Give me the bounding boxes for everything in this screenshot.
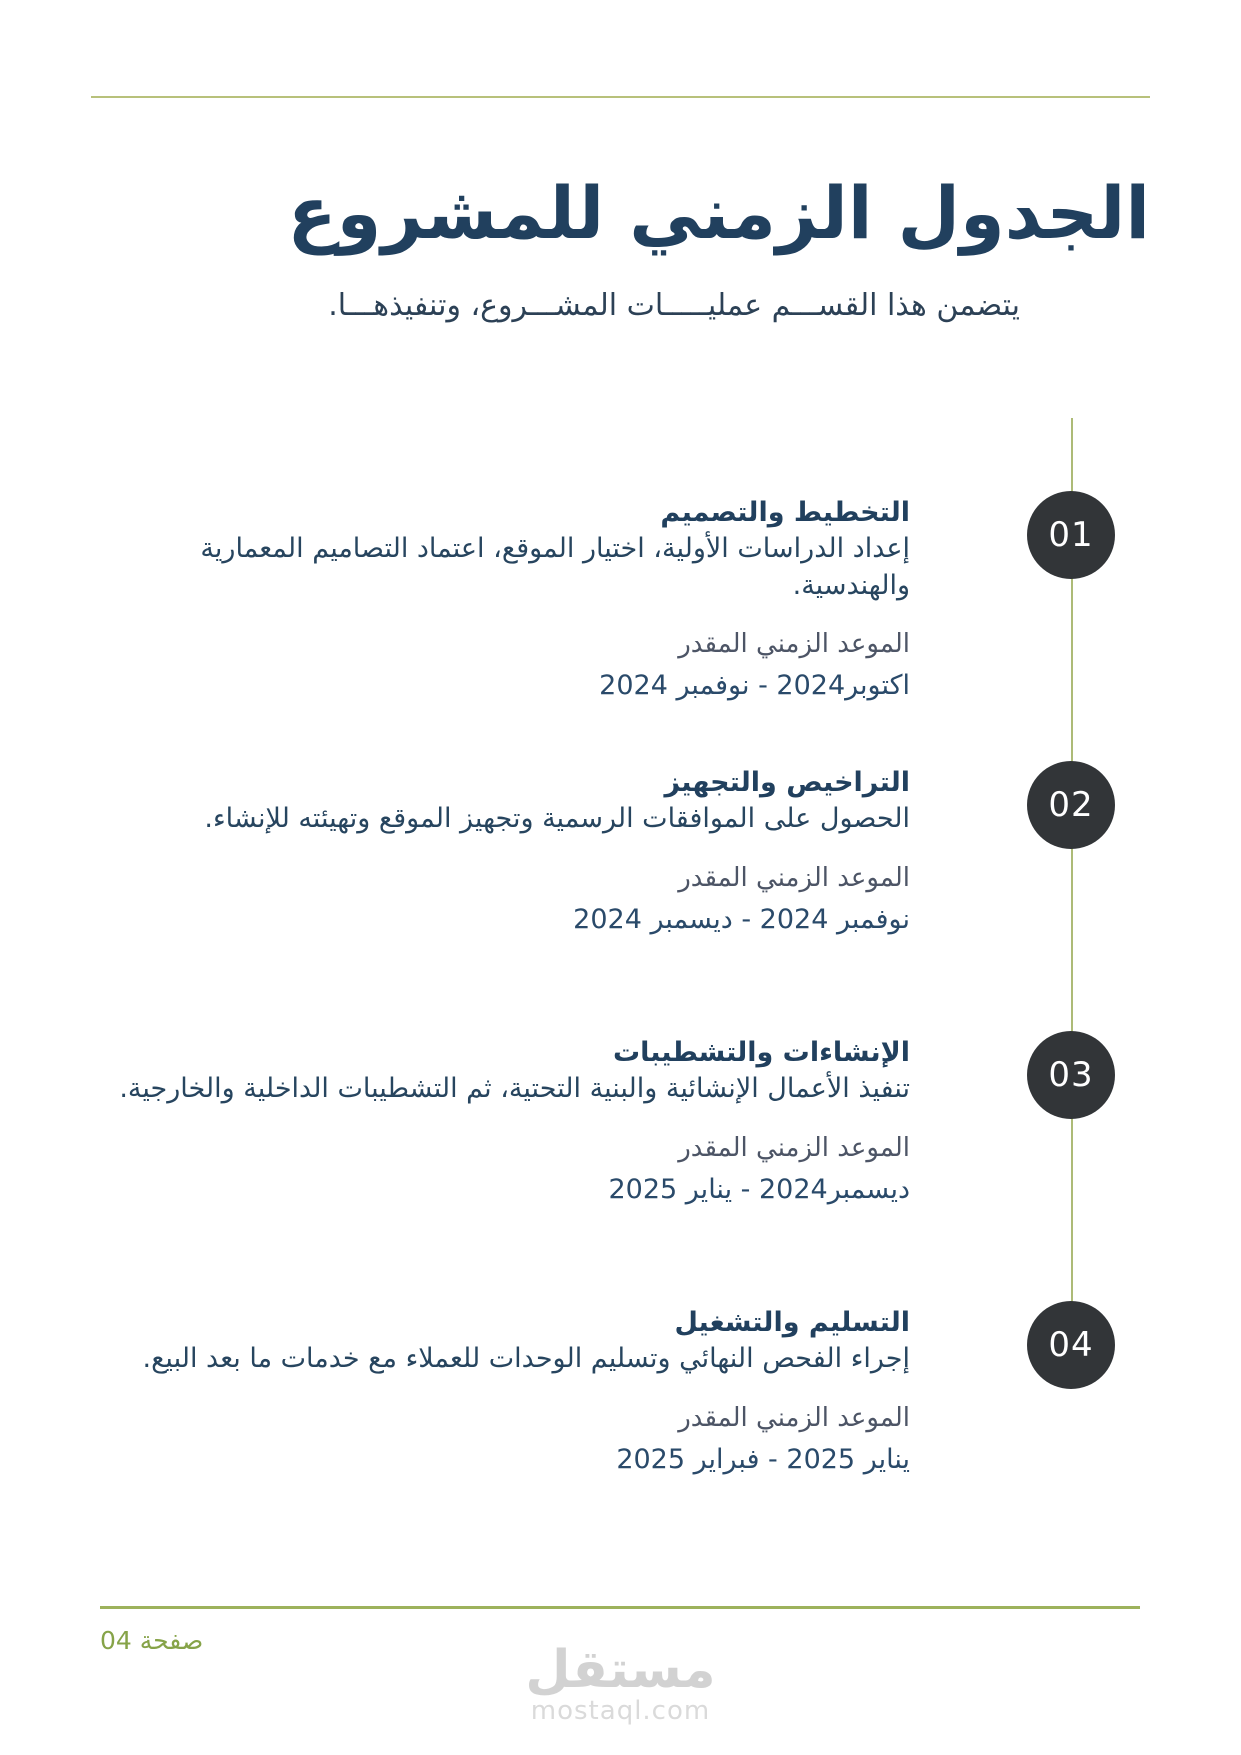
- page-subtitle: يتضمن هذا القســـم عمليـــــات المشـــروع، وتنفيذهـــا.: [328, 288, 1020, 323]
- step-title: التراخيص والتجهيز: [664, 767, 910, 798]
- step-title: التسليم والتشغيل: [674, 1307, 910, 1338]
- footer-divider-line: [100, 1606, 1140, 1609]
- estimated-date-label: الموعد الزمني المقدر: [678, 629, 910, 660]
- timeline-item-text: [90, 1035, 910, 1207]
- page-title: الجدول الزمني للمشروع: [287, 171, 1150, 255]
- step-description: تنفيذ الأعمال الإنشائية والبنية التحتية، ثم التشطيبات الداخلية والخارجية.: [119, 1073, 910, 1105]
- top-divider-line: [91, 96, 1150, 98]
- mostaql-site-text: mostaql.com: [530, 1696, 711, 1726]
- step-title: الإنشاءات والتشطيبات: [613, 1037, 910, 1068]
- step-number-badge: 01: [1027, 491, 1115, 579]
- estimated-date-label: الموعد الزمني المقدر: [678, 1132, 910, 1163]
- step-description: إجراء الفحص النهائي وتسليم الوحدات للعملاء مع خدمات ما بعد البيع.: [142, 1343, 910, 1375]
- step-description: الحصول على الموافقات الرسمية وتجهيز الموقع وتهيئته للإنشاء.: [204, 803, 910, 835]
- timeline-item-text: [90, 1305, 910, 1477]
- timeline-item-text: [90, 495, 910, 703]
- step-date-range: اكتوبر2024 - نوفمبر 2024: [599, 670, 910, 702]
- step-number-badge: 03: [1027, 1031, 1115, 1119]
- step-number-badge: 04: [1027, 1301, 1115, 1389]
- page-number-label: صفحة 04: [100, 1626, 204, 1655]
- timeline-item-text: [90, 765, 910, 937]
- estimated-date-label: الموعد الزمني المقدر: [678, 862, 910, 893]
- step-date-range: يناير 2025 - فبراير 2025: [616, 1443, 910, 1475]
- step-title: التخطيط والتصميم: [660, 497, 910, 528]
- step-number-badge: 02: [1027, 761, 1115, 849]
- step-date-range: نوفمبر 2024 - ديسمبر 2024: [573, 903, 910, 935]
- mostaql-logo-text: مستقل: [525, 1640, 716, 1700]
- step-date-range: ديسمبر2024 - يناير 2025: [608, 1173, 910, 1205]
- step-description: إعداد الدراسات الأولية، اختيار الموقع، اعتماد التصاميم المعمارية والهندسية.: [200, 533, 910, 601]
- estimated-date-label: الموعد الزمني المقدر: [678, 1402, 910, 1433]
